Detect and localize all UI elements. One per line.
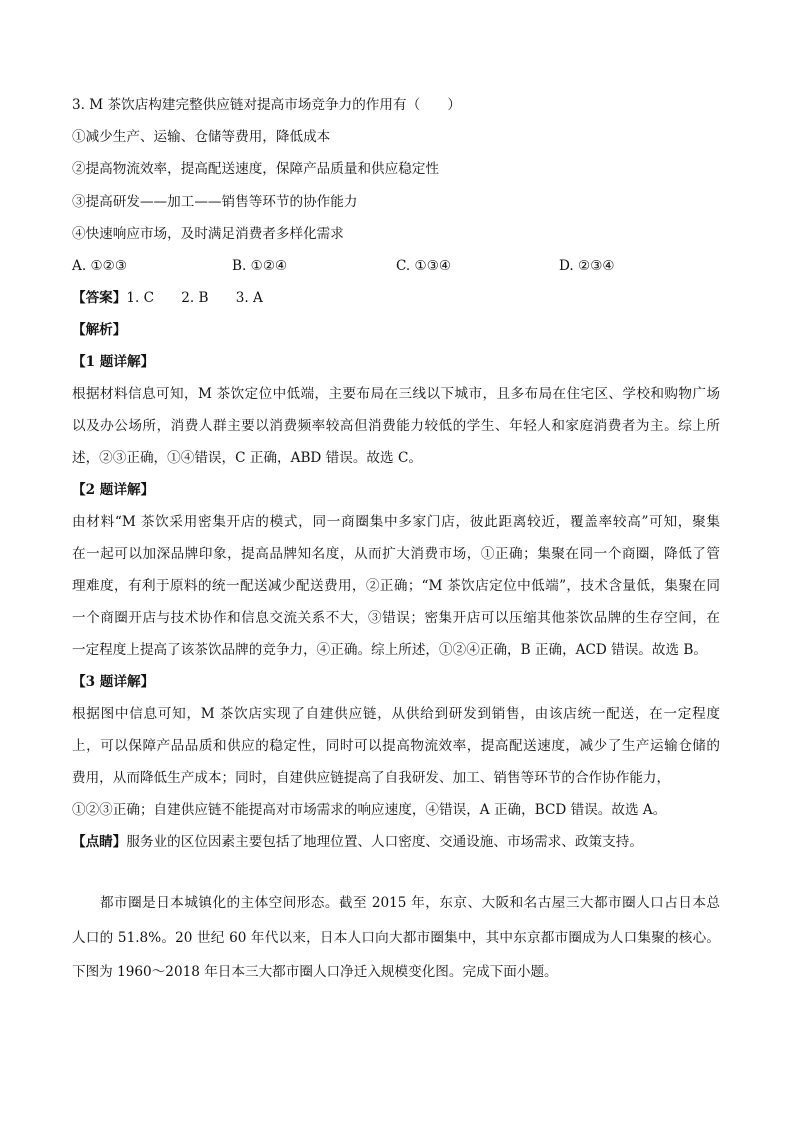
option-b: B. ①②④ (232, 258, 288, 274)
answer-line (72, 288, 263, 308)
passage-line: 都市圈是日本城镇化的主体空间形态。截至 2015 年，东京、大阪和名古屋三大都市圈人口占日本总 (100, 895, 720, 911)
tip-line (72, 832, 643, 852)
answer-tag: 【答案】 (72, 290, 127, 306)
detail2-heading: 【2 题详解】 (72, 482, 155, 498)
detail2-line: 一定程度上提高了该茶饮品牌的竞争力，④正确。综上所述，①②④正确，B 正确，ACD 错误。故选 B。 (72, 642, 707, 658)
detail3-line: 费用，从而降低生产成本；同时，自建供应链提高了自我研发、加工、销售等环节的合作协作能力， (72, 770, 671, 786)
passage-line: 人口的 51.8%。20 世纪 60 年代以来，日本人口向大都市圈集中，其中东京都市圈成为人口集聚的核心。 (72, 930, 720, 946)
detail3-line: 上，可以保障产品品质和供应的稳定性，同时可以提高物流效率，提高配送速度，减少了生产运输仓储的 (72, 738, 720, 754)
analysis-tag: 【解析】 (72, 322, 127, 338)
detail1-line: 以及办公场所，消费人群主要以消费频率较高但消费能力较低的学生、年轻人和家庭消费者为主。综上所 (72, 418, 720, 434)
tip-tag: 【点睛】 (72, 834, 127, 850)
detail1-line: 述，②③正确，①④错误，C 正确，ABD 错误。故选 C。 (72, 450, 422, 466)
detail2-line: 在一起可以加深品牌印象，提高品牌知名度，从而扩大消费市场，①正确；集聚在同一个商圈，降低了管 (72, 546, 720, 562)
question-item: ④快速响应市场，及时满足消费者多样化需求 (72, 226, 344, 242)
question-item: ③提高研发——加工——销售等环节的协作能力 (72, 194, 358, 210)
option-c: C. ①③④ (396, 258, 452, 274)
question-item: ②提高物流效率，提高配送速度，保障产品质量和供应稳定性 (72, 161, 440, 177)
question-item: ①减少生产、运输、仓储等费用，降低成本 (72, 129, 331, 145)
option-a: A. ①②③ (72, 258, 128, 274)
detail3-line: 根据图中信息可知，M 茶饮店实现了自建供应链，从供给到研发到销售，由该店统一配送，在一定程度 (72, 706, 720, 722)
passage-line: 下图为 1960～2018 年日本三大都市圈人口净迁入规模变化图。完成下面小题。 (72, 964, 558, 980)
detail1-heading: 【1 题详解】 (72, 354, 155, 370)
detail3-line: ①②③正确；自建供应链不能提高对市场需求的响应速度，④错误，A 正确，BCD 错误。故选 A。 (72, 802, 667, 818)
option-d: D. ②③④ (559, 258, 615, 274)
detail1-line: 根据材料信息可知，M 茶饮定位中低端，主要布局在三线以下城市，且多布局在住宅区、学校和购物广场 (72, 386, 720, 402)
tip-text: 服务业的区位因素主要包括了地理位置、人口密度、交通设施、市场需求、政策支持。 (126, 834, 643, 850)
answer-text: 1. C 2. B 3. A (126, 290, 263, 306)
detail2-line: 理难度，有利于原料的统一配送减少配送费用，②正确；“M 茶饮店定位中低端”，技术含量低，集聚在同 (72, 578, 720, 594)
detail2-line: 由材料“M 茶饮采用密集开店的模式，同一商圈集中多家门店，彼此距离较近，覆盖率较高”可知，聚集 (72, 514, 720, 530)
question-stem: 3. M 茶饮店构建完整供应链对提高市场竞争力的作用有（ ） (72, 97, 461, 113)
detail3-heading: 【3 题详解】 (72, 674, 155, 690)
detail2-line: 一个商圈开店与技术协作和信息交流关系不大，③错误；密集开店可以压缩其他茶饮品牌的生存空间，在 (72, 610, 720, 626)
